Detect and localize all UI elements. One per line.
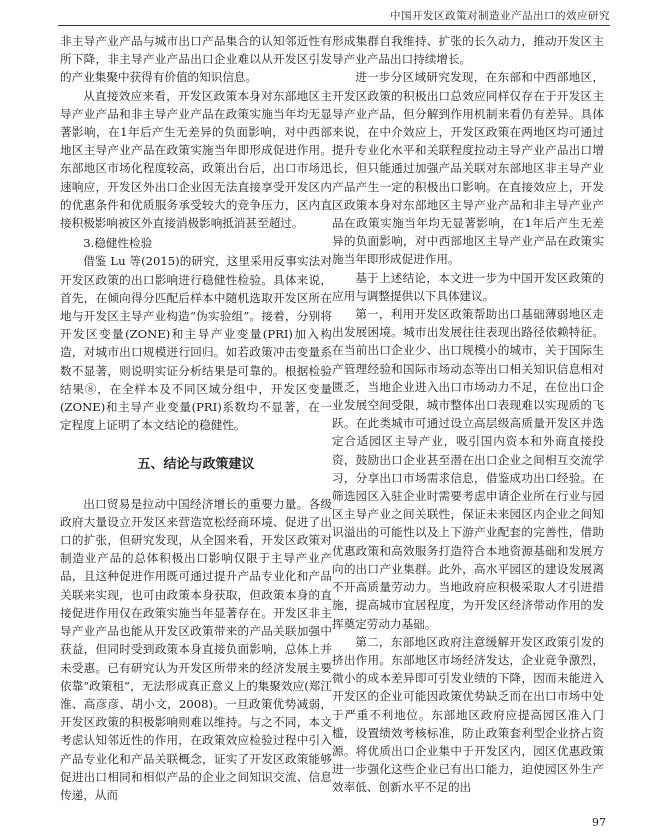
paragraph: 进一步分区域研究发现，在东部和中西部地区，开发区政策的积极出口总效应同样仅存在于开发区主导产业产品，但分解到作用机制来看仍有差异。具体来说，在中介效应上，开发区政策在两地区均可通过提升专业化水平和关联程度拉动主导产业产品出口增长，但只能通过加强产品关联对东部地区非主导产业产品产生一定的积极出口影响。在直接效应上，开发区政策本身对东部地区主导产业产品和非主导产业产品在政策实施当年均无显著影响，在1年后产生无差异的负面影响，对中西部地区主导产业产品在政策实施当年即形成促进作用。 <box>332 70 604 267</box>
header-rule <box>58 25 610 26</box>
subsection-title: 3.稳健性检验 <box>83 236 153 251</box>
paragraph: 非主导产业产品与城市出口产品集合的认知邻近性有所下降，非主导产业产品出口企业难以从开发区引发的产业集聚中获得有价值的知识信息。 <box>60 34 332 85</box>
paragraph: 基于上述结论，本文进一步为中国开发区政策的应用与调整提供以下具体建议。 <box>332 270 604 303</box>
right-column <box>332 32 604 797</box>
paragraph: 出口贸易是拉动中国经济增长的重要力量。各级政府大量设立开发区来营造宽松经商环境、促进了出口的扩张，但研究发现，从全国来看，开发区政策对制造业产品的总体积极出口影响仅限于主导产业产品，且这种促进作用既可通过提升产品专业化和产品关联来实现，也可由政策本身获取，但政策本身的直接促进作用仅在政策实施当年显著存在。开发区非主导产业产品也能从开发区政策带来的产品关联加强中获益，但同时受到政策本身直接负面影响，总体上并未受惠。已有研究认为开发区所带来的经济发展主要依靠“政策租”，无法形成真正意义上的集聚效应(郑江淮、高彦彦、胡小文，2008)。一旦政策优势减弱，开发区政策的积极影响则难以维持。与之不同，本文考虑认知邻近性的作用，在政策效应检验过程中引入产品专业化和产品关联概念，证实了开发区政策能够促进出口相同和相似产品的企业之间知识交流、信息传递，从而 <box>60 496 332 802</box>
running-head: 中国开发区政策对制造业产品出口的效应研究 <box>390 10 610 22</box>
page-number: 97 <box>592 816 606 829</box>
paragraph: 形成集群自我维持、扩张的长久动力，推动开发区主导产业产品出口持续增长。 <box>332 34 604 67</box>
paragraph: 借鉴 Lu 等(2015)的研究，这里采用反事实法对开发区政策的出口影响进行稳健性检验。具体来说，首先，在倾向得分匹配后样本中随机选取开发区所在地与开发区主导产业构造“伪实验组”。接着，分别将开发区变量(ZONE)和主导产业变量(PRI)加入构造，对城市出口规模进行回归。如若政策冲击变量系数不显著，则说明实证分析结果是可靠的。根据检验结果⑧，在全样本及不同区域分组中，开发区变量(ZONE)和主导产业变量(PRI)系数均不显著，在一定程度上证明了本文结论的稳健性。 <box>60 254 332 433</box>
section-heading: 五、结论与政策建议 <box>137 457 255 473</box>
paragraph: 第二，东部地区政府注意缓解开发区政策引发的挤出作用。东部地区市场经济发达，企业竞争激烈，微小的成本差异即可引发业绩的下降，因而未能进入开发区的企业可能因政策优势缺乏而在出口市场中处于严重不利地位。东部地区政府应提高园区准入门槛，设置绩效考核标准，防止政策套利型企业挤占资源。将优质出口企业集中于开发区内，园区优惠政策进一步强化这些企业已有出口能力，迫使园区外生产效率低、创新水平不足的出 <box>332 634 604 795</box>
left-column <box>60 32 332 804</box>
paragraph: 从直接效应来看，开发区政策本身对东部地区主导产业产品和非主导产业产品在政策实施当年均无显著影响，在1年后产生无差异的负面影响，对中西部地区主导产业产品在政策实施当年即形成促进作用。东部地区市场化程度较高，政策出台后，出口市场迅速响应，开发区外出口企业因无法直接享受开发区内的优惠条件和优质服务承受较大的竞争压力，区内直接积极影响被区外直接消极影响抵消甚至超过。 <box>60 88 332 231</box>
paragraph: 第一，利用开发区政策帮助出口基础薄弱地区走出发展困境。城市出发展往往表现出路径依赖特征。在当前出口企业少、出口规模小的城市，关于国际生产管理经验和国际市场动态等出口相关知识信息相对匮乏，当地企业进入出口市场动力不足，在位出口企业发展空间受限，城市整体出口表现难以实现质的飞跃。在此类城市可通过设立高层级高质量开发区并选定合适园区主导产业，吸引国内资本和外商直接投资，鼓励出口企业甚至潜在出口企业之间相互交流学习，分享出口市场需求信息，借鉴成功出口经验。在筛选园区入驻企业时需要考虑申请企业所在行业与园区主导产业之间关联性，保证未来园区内企业之间知识溢出的可能性以及上下游产业配套的完善性，借助优惠政策和高效服务打造符合本地资源基础和发展方向的出口产业集群。此外，高水平园区的建设发展离不开高质量劳动力。当地政府应积极采取人才引进措施，提高城市宜居程度，为开发区经济带动作用的发挥奠定劳动力基础。 <box>332 307 604 631</box>
